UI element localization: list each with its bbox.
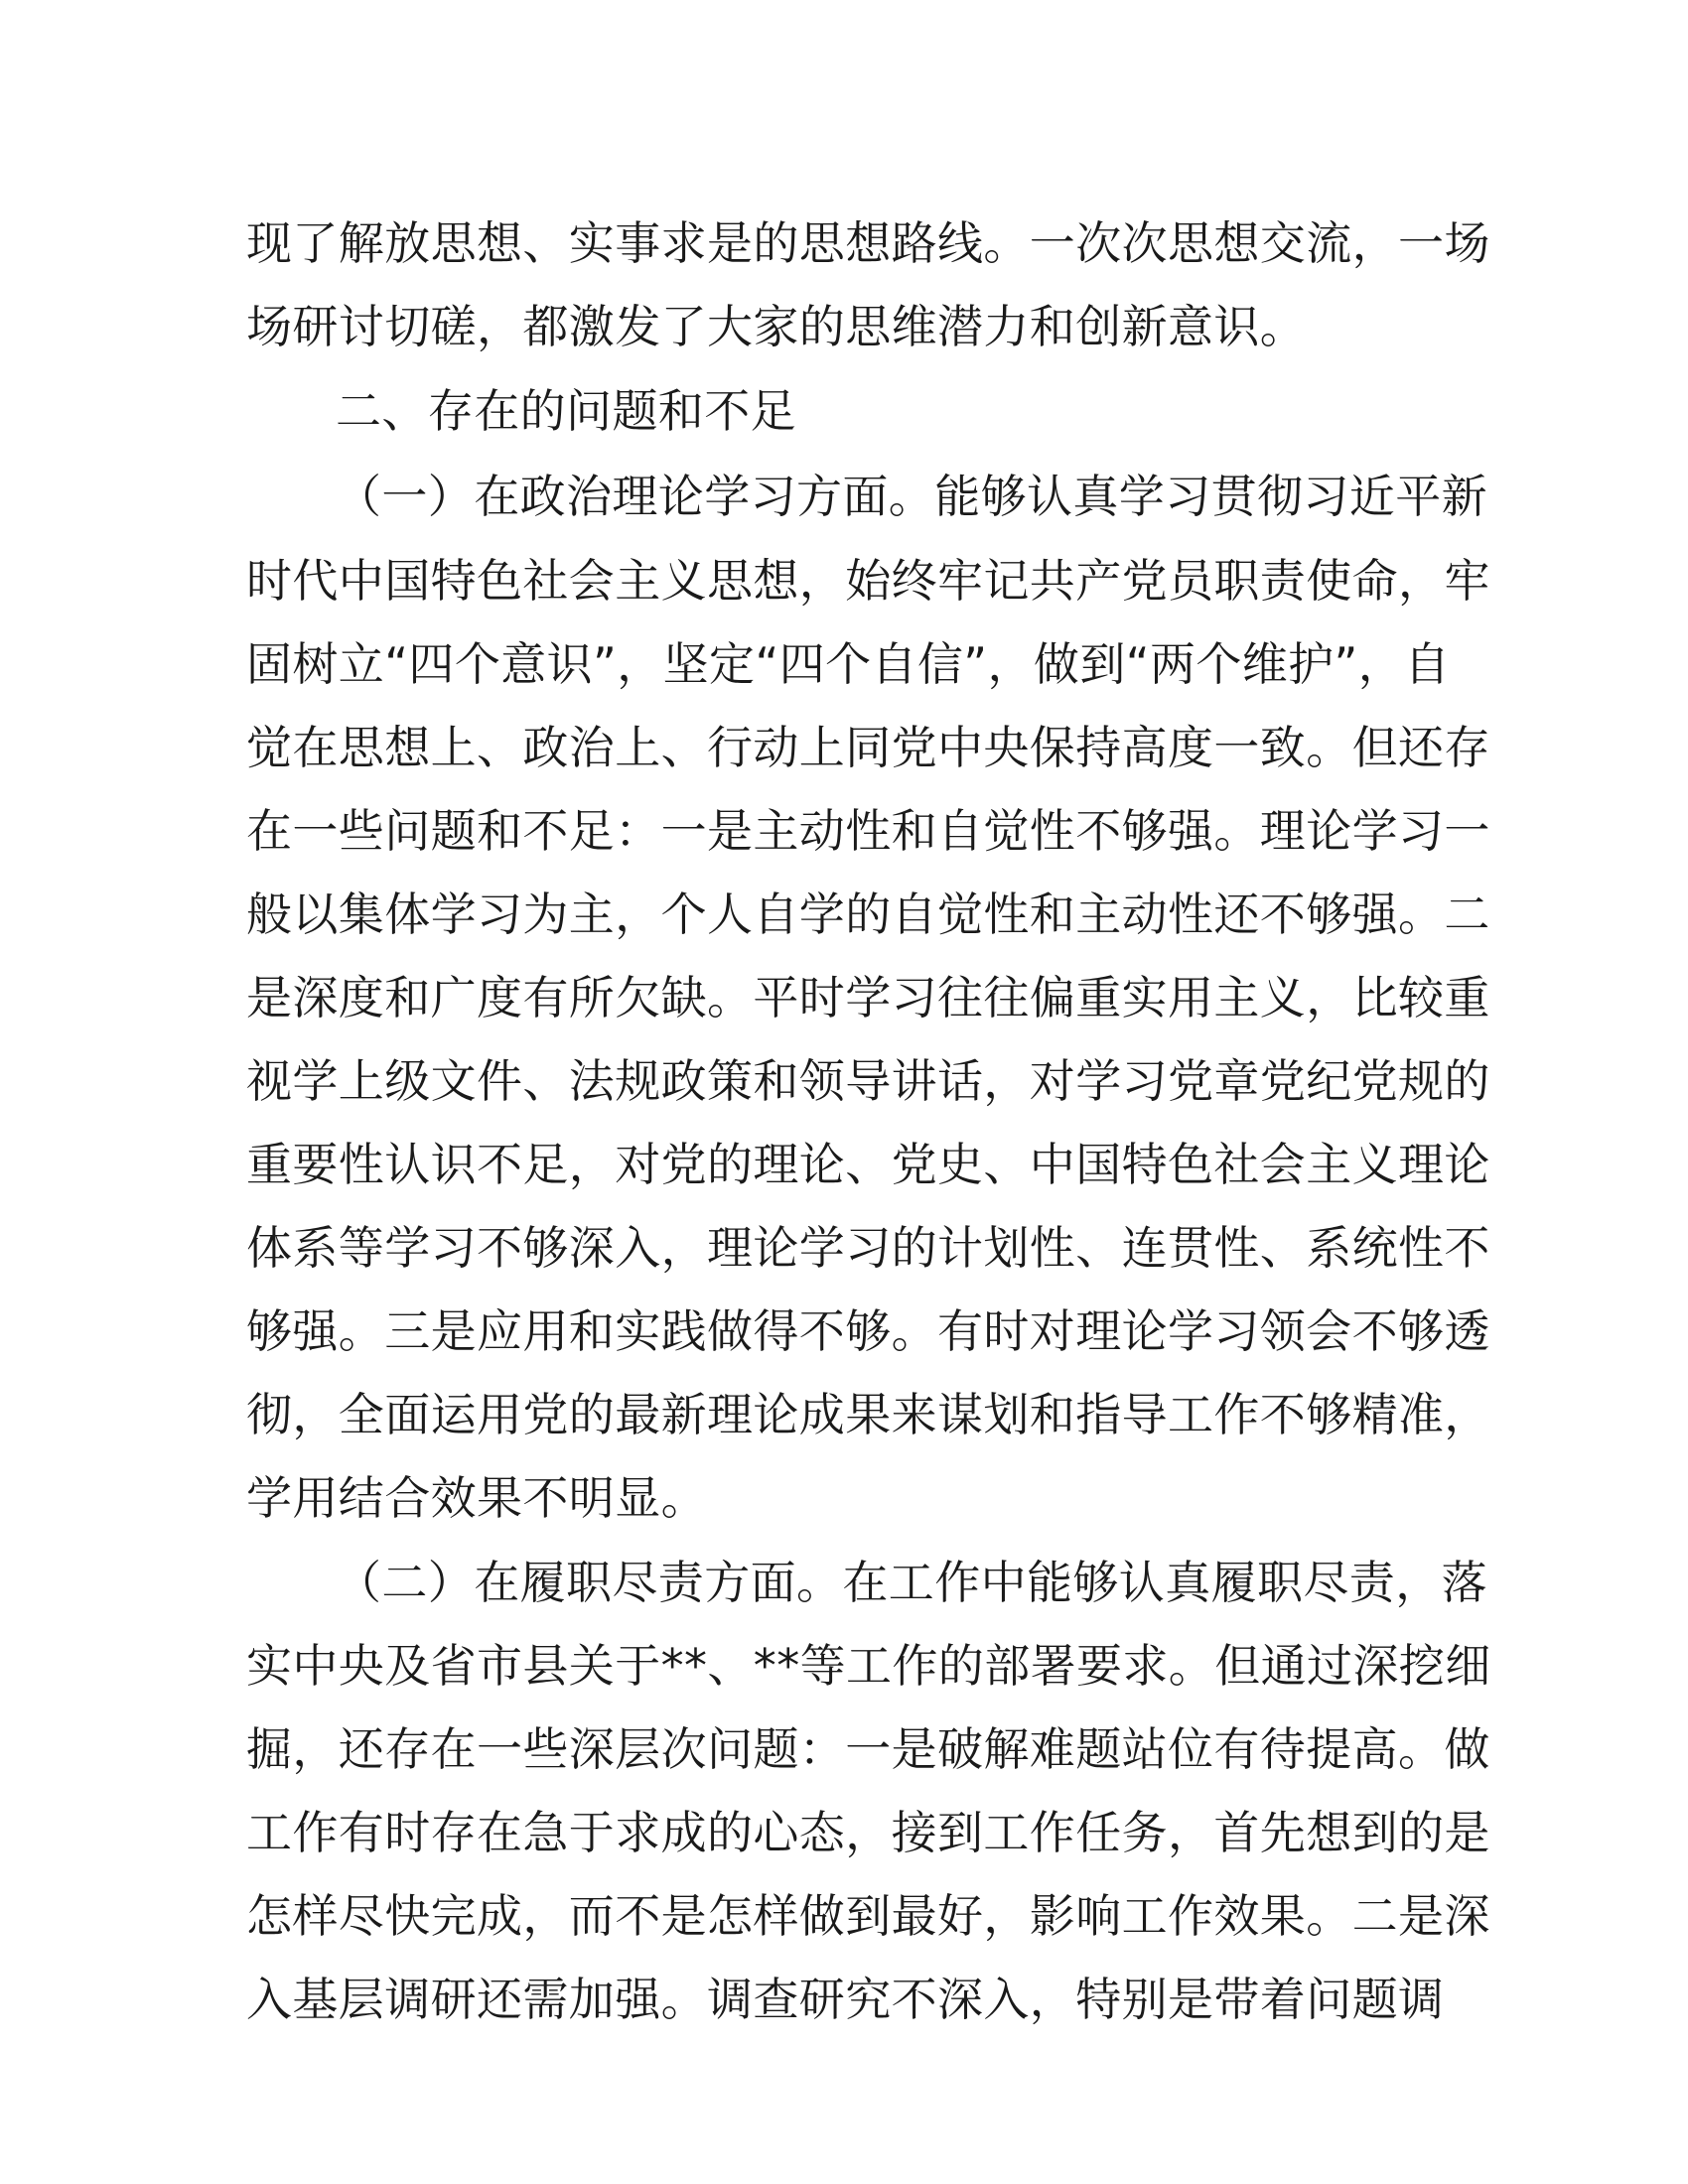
text-line: 视学上级文件、法规政策和领导讲话，对学习党章党纪党规的 [246,1054,1490,1108]
text-line: 怎样尽快完成，而不是怎样做到最好，影响工作效果。二是深 [246,1889,1490,1943]
text-line: （一）在政治理论学习方面。能够认真学习贯彻习近平新 [336,470,1487,523]
text-line: 场研讨切磋，都激发了大家的思维潜力和创新意识。 [246,300,1307,353]
text-line: 重要性认识不足，对党的理论、党史、中国特色社会主义理论 [246,1138,1490,1191]
section-heading: 二、存在的问题和不足 [336,384,796,438]
text-line: 实中央及省市县关于**、**等工作的部署要求。但通过深挖细 [246,1639,1491,1693]
text-line: 学用结合效果不明显。 [246,1471,707,1525]
text-line: 入基层调研还需加强。调查研究不深入，特别是带着问题调 [246,1973,1445,2026]
text-line: 觉在思想上、政治上、行动上同党中央保持高度一致。但还存 [246,721,1490,774]
text-line: （二）在履职尽责方面。在工作中能够认真履职尽责，落 [336,1556,1487,1609]
text-line: 固树立“四个意识”，坚定“四个自信”，做到“两个维护”，自 [246,637,1451,691]
text-line: 是深度和广度有所欠缺。平时学习往往偏重实用主义，比较重 [246,971,1490,1024]
text-line: 够强。三是应用和实践做得不够。有时对理论学习领会不够透 [246,1304,1490,1358]
text-line: 工作有时存在急于求成的心态，接到工作任务，首先想到的是 [246,1806,1490,1859]
text-line: 彻，全面运用党的最新理论成果来谋划和指导工作不够精准， [246,1388,1490,1441]
text-line: 时代中国特色社会主义思想，始终牢记共产党员职责使命，牢 [246,554,1490,608]
text-line: 体系等学习不够深入，理论学习的计划性、连贯性、系统性不 [246,1221,1490,1275]
text-line: 般以集体学习为主，个人自学的自觉性和主动性还不够强。二 [246,887,1490,941]
text-line: 掘，还存在一些深层次问题：一是破解难题站位有待提高。做 [246,1722,1490,1776]
text-line: 现了解放思想、实事求是的思想路线。一次次思想交流，一场 [246,216,1490,270]
text-line: 在一些问题和不足：一是主动性和自觉性不够强。理论学习一 [246,804,1490,858]
